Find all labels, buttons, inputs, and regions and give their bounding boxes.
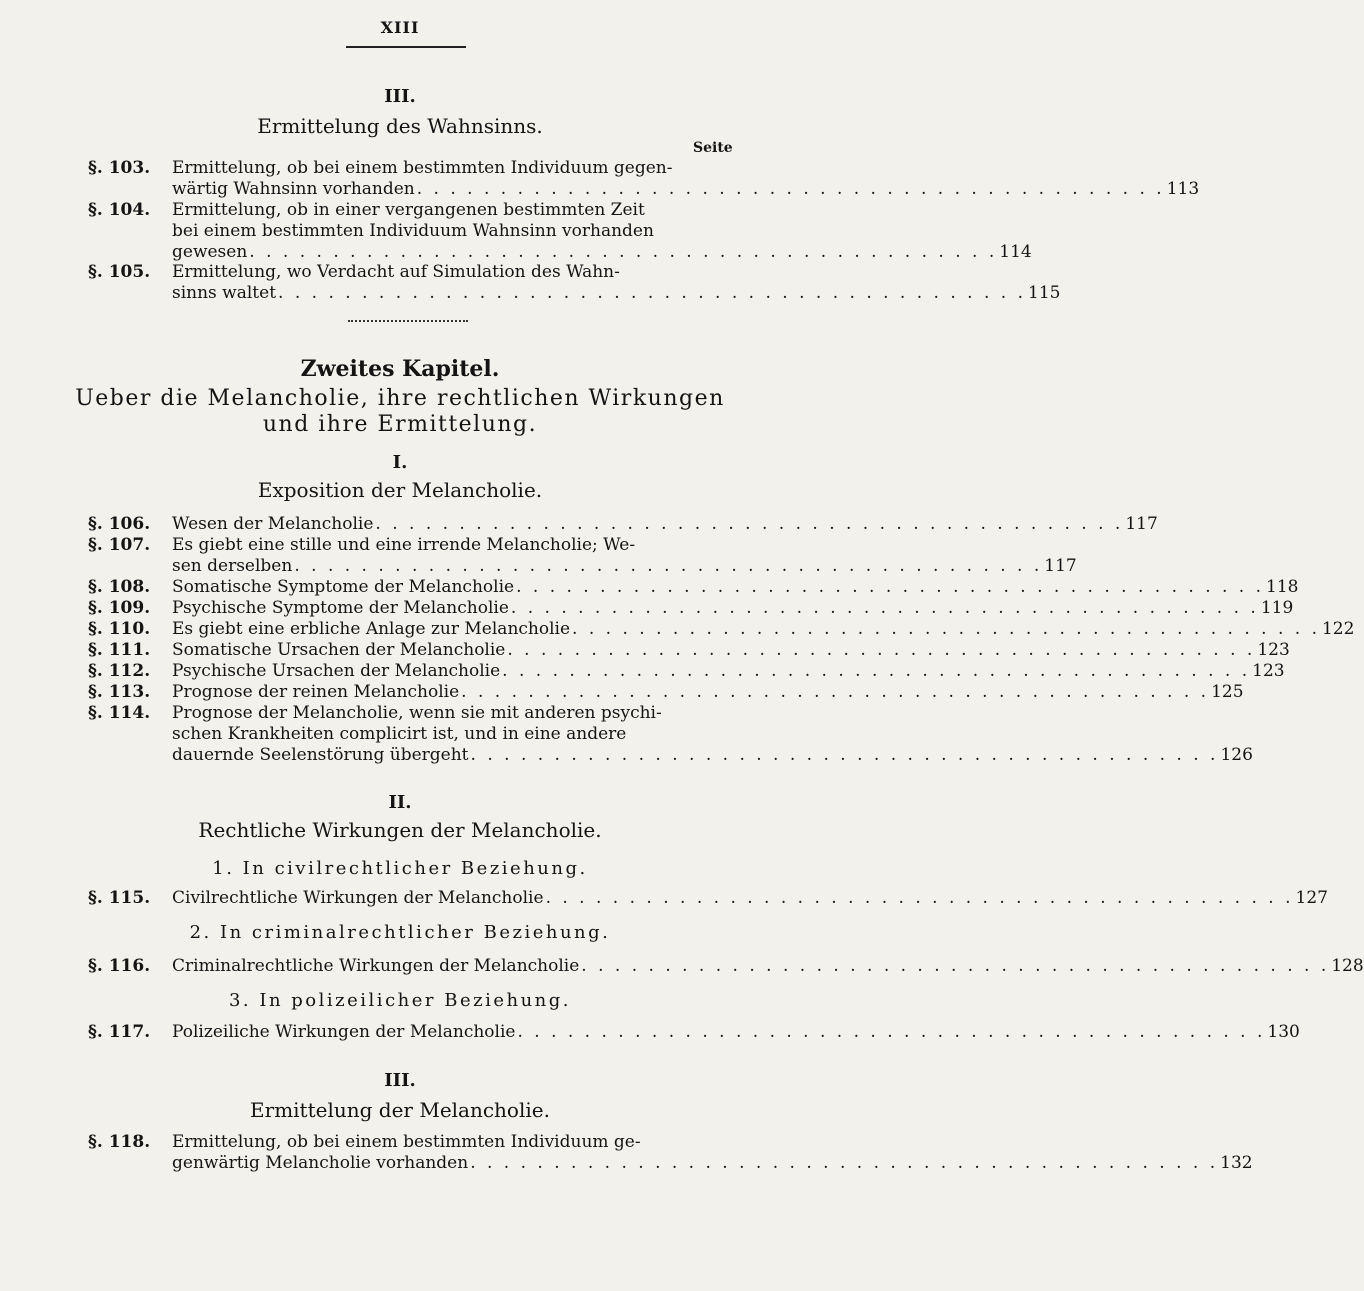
entry-number: §. 117. xyxy=(88,1022,151,1042)
entry-text: genwärtig Melancholie vorhanden xyxy=(172,1153,469,1173)
entry-page: 130 xyxy=(1267,1022,1300,1042)
subsection-heading-police: 3. In polizeilicher Beziehung. xyxy=(228,990,572,1011)
entry-text: schen Krankheiten complicirt ist, und in eine andere xyxy=(172,724,627,744)
dot-leader: . . . . . . . . . . . . . . . . . . . . . . . . . . . . . . . . . . . . . . . . . . . . . xyxy=(545,888,1294,908)
toc-entry xyxy=(88,682,1244,703)
entry-page: 123 xyxy=(1252,661,1285,681)
entry-page: 123 xyxy=(1257,640,1290,660)
dot-leader: . . . . . . . . . . . . . . . . . . . . . . . . . . . . . . . . . . . . . . . . . . . . . xyxy=(278,283,1026,303)
entry-text: Polizeiliche Wirkungen der Melancholie xyxy=(172,1022,516,1042)
entry-text: Es giebt eine stille und eine irrende Melancholie; We- xyxy=(172,535,636,555)
toc-entry xyxy=(88,661,1285,682)
entry-text: gewesen xyxy=(172,242,248,262)
header-rule xyxy=(346,46,466,48)
chapter-subtitle-line1: Ueber die Melancholie, ihre rechtlichen Wirkungen xyxy=(75,386,725,411)
entry-page: 114 xyxy=(999,242,1032,262)
toc-entry xyxy=(88,577,1299,598)
dot-leader: . . . . . . . . . . . . . . . . . . . . . . . . . . . . . . . . . . . . . . . . . . . . . xyxy=(517,1022,1266,1042)
entry-page: 113 xyxy=(1166,179,1200,199)
toc-entry xyxy=(88,200,1032,263)
dot-leader: . . . . . . . . . . . . . . . . . . . . . . . . . . . . . . . . . . . . . . . . . . . . . xyxy=(502,661,1251,681)
entry-page: 125 xyxy=(1211,682,1244,702)
toc-entry xyxy=(88,640,1290,661)
dot-leader: . . . . . . . . . . . . . . . . . . . . . . . . . . . . . . . . . . . . . . . . . . . . . xyxy=(249,242,998,262)
toc-entry xyxy=(88,514,1158,535)
section-roman-3b: III. xyxy=(384,1070,416,1091)
section-divider xyxy=(348,320,468,322)
entry-text: Prognose der reinen Melancholie xyxy=(172,682,460,702)
dot-leader: . . . . . . . . . . . . . . . . . . . . . . . . . . . . . . . . . . . . . . . . . . . . . xyxy=(470,1153,1219,1173)
entry-text: Ermittelung, ob bei einem bestimmten Individuum ge- xyxy=(172,1132,641,1152)
toc-entry xyxy=(88,158,1200,200)
section-title-1: Exposition der Melancholie. xyxy=(257,478,543,502)
dot-leader: . . . . . . . . . . . . . . . . . . . . . . . . . . . . . . . . . . . . . . . . . . . . . xyxy=(470,745,1219,765)
toc-entry xyxy=(88,535,1077,577)
entry-number: §. 116. xyxy=(88,956,151,976)
entry-page: 115 xyxy=(1028,283,1061,303)
entry-text: Somatische Symptome der Melancholie xyxy=(172,577,515,597)
entry-page: 122 xyxy=(1321,619,1355,639)
entry-page: 132 xyxy=(1220,1153,1253,1173)
toc-entry xyxy=(88,888,1328,909)
entry-number: §. 103. xyxy=(88,158,151,178)
toc-entry xyxy=(88,1132,1253,1174)
entry-number: §. 111. xyxy=(88,640,151,660)
entry-text: bei einem bestimmten Individuum Wahnsinn vorhanden xyxy=(172,221,654,241)
chapter-subtitle-line2: und ihre Ermittelung. xyxy=(262,412,538,437)
entry-text: Prognose der Melancholie, wenn sie mit anderen psychi- xyxy=(172,703,662,723)
entry-number: §. 113. xyxy=(88,682,151,702)
entry-number: §. 107. xyxy=(88,535,151,555)
toc-entry xyxy=(88,619,1355,640)
entry-page: 118 xyxy=(1266,577,1299,597)
entry-page: 119 xyxy=(1260,598,1294,618)
toc-entry xyxy=(88,956,1364,977)
entry-number: §. 110. xyxy=(88,619,151,639)
section-title-3b: Ermittelung der Melancholie. xyxy=(250,1098,550,1122)
section-title-3a: Ermittelung des Wahnsinns. xyxy=(257,114,543,138)
entry-number: §. 115. xyxy=(88,888,151,908)
entry-page: 128 xyxy=(1331,956,1364,976)
toc-entry xyxy=(88,262,1061,304)
subsection-heading-civil: 1. In civilrechtlicher Beziehung. xyxy=(212,858,588,879)
entry-number: §. 109. xyxy=(88,598,151,618)
section-roman-1: I. xyxy=(392,452,408,473)
entry-number: §. 118. xyxy=(88,1132,151,1152)
entry-page: 127 xyxy=(1295,888,1328,908)
entry-number: §. 112. xyxy=(88,661,151,681)
section-title-2: Rechtliche Wirkungen der Melancholie. xyxy=(198,818,602,842)
entry-text: sinns waltet xyxy=(172,283,277,303)
entry-text: dauernde Seelenstörung übergeht xyxy=(172,745,469,765)
dot-leader: . . . . . . . . . . . . . . . . . . . . . . . . . . . . . . . . . . . . . . . . . . . . . xyxy=(375,514,1124,534)
entry-text: Es giebt eine erbliche Anlage zur Melancholie xyxy=(172,619,571,639)
dot-leader: . . . . . . . . . . . . . . . . . . . . . . . . . . . . . . . . . . . . . . . . . . . . . xyxy=(416,179,1165,199)
page-number: XIII xyxy=(380,18,420,37)
dot-leader: . . . . . . . . . . . . . . . . . . . . . . . . . . . . . . . . . . . . . . . . . . . . . xyxy=(516,577,1265,597)
entry-text: Criminalrechtliche Wirkungen der Melancholie xyxy=(172,956,580,976)
entry-text: Psychische Symptome der Melancholie xyxy=(172,598,509,618)
entry-text: sen derselben xyxy=(172,556,293,576)
seite-label: Seite xyxy=(693,140,733,156)
dot-leader: . . . . . . . . . . . . . . . . . . . . . . . . . . . . . . . . . . . . . . . . . . . . . xyxy=(510,598,1259,618)
entry-number: §. 106. xyxy=(88,514,151,534)
dot-leader: . . . . . . . . . . . . . . . . . . . . . . . . . . . . . . . . . . . . . . . . . . . . . xyxy=(572,619,1320,639)
entry-number: §. 104. xyxy=(88,200,151,220)
entry-page: 117 xyxy=(1125,514,1158,534)
chapter-title: Zweites Kapitel. xyxy=(300,356,500,382)
dot-leader: . . . . . . . . . . . . . . . . . . . . . . . . . . . . . . . . . . . . . . . . . . . . . xyxy=(294,556,1043,576)
entry-text: Civilrechtliche Wirkungen der Melancholie xyxy=(172,888,544,908)
entry-page: 126 xyxy=(1220,745,1253,765)
entry-text: Ermittelung, ob in einer vergangenen bestimmten Zeit xyxy=(172,200,645,220)
dot-leader: . . . . . . . . . . . . . . . . . . . . . . . . . . . . . . . . . . . . . . . . . . . . . xyxy=(581,956,1330,976)
section-roman-2: II. xyxy=(388,792,412,813)
entry-text: Somatische Ursachen der Melancholie xyxy=(172,640,506,660)
dot-leader: . . . . . . . . . . . . . . . . . . . . . . . . . . . . . . . . . . . . . . . . . . . . . xyxy=(461,682,1210,702)
entry-text: Psychische Ursachen der Melancholie xyxy=(172,661,501,681)
subsection-heading-criminal: 2. In criminalrechtlicher Beziehung. xyxy=(189,922,611,943)
entry-number: §. 114. xyxy=(88,703,151,723)
toc-entry xyxy=(88,703,1253,766)
entry-text: Ermittelung, wo Verdacht auf Simulation des Wahn- xyxy=(172,262,620,282)
entry-page: 117 xyxy=(1044,556,1077,576)
entry-text: wärtig Wahnsinn vorhanden xyxy=(172,179,415,199)
entry-number: §. 108. xyxy=(88,577,151,597)
entry-number: §. 105. xyxy=(88,262,151,282)
entry-text: Wesen der Melancholie xyxy=(172,514,374,534)
dot-leader: . . . . . . . . . . . . . . . . . . . . . . . . . . . . . . . . . . . . . . . . . . . . . xyxy=(507,640,1256,660)
toc-entry xyxy=(88,598,1294,619)
section-roman-3a: III. xyxy=(384,86,416,107)
toc-entry xyxy=(88,1022,1300,1043)
entry-text: Ermittelung, ob bei einem bestimmten Individuum gegen- xyxy=(172,158,673,178)
